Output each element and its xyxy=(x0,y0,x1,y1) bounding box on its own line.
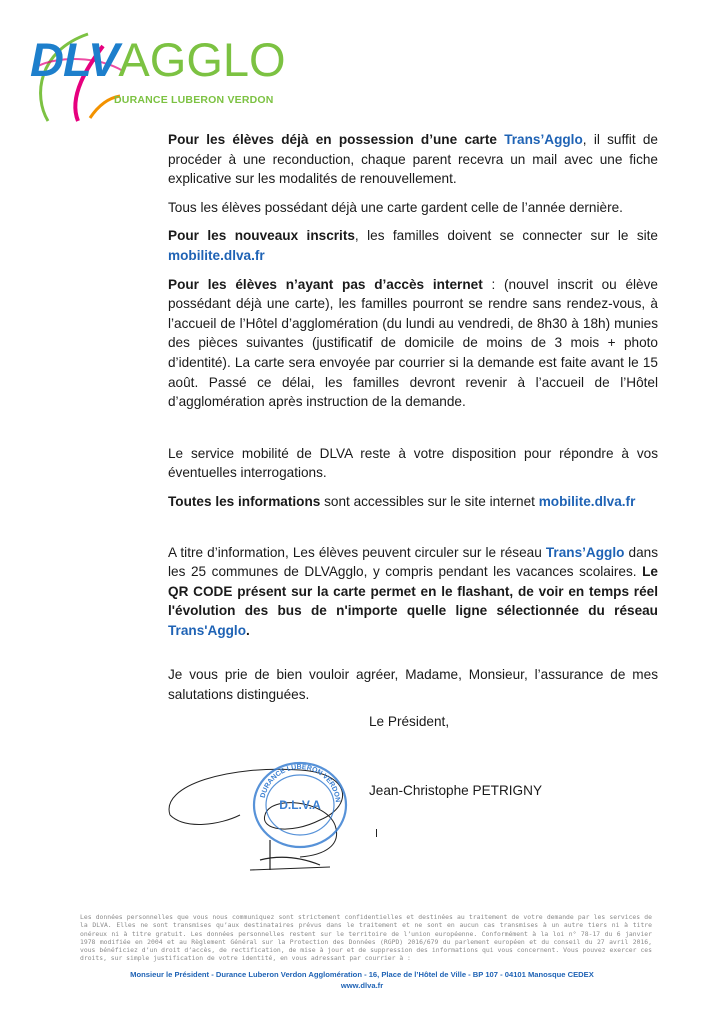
footer-website[interactable]: www.dlva.fr xyxy=(340,981,384,990)
paragraph-existing-cards: Tous les élèves possédant déjà une carte gardent celle de l’année dernière. xyxy=(168,199,623,215)
logo-subtitle: DURANCE LUBERON VERDON xyxy=(114,94,274,106)
link-mobilite-2[interactable]: mobilite.dlva.fr xyxy=(538,493,636,509)
paragraph-new-registrations: Pour les nouveaux inscrits, les familles doivent se connecter sur le site mobilite.dlva.fr xyxy=(168,228,658,263)
link-mobilite[interactable]: mobilite.dlva.fr xyxy=(168,247,265,263)
svg-text:D.L.V.A: D.L.V.A xyxy=(279,798,321,812)
letter-body xyxy=(168,130,658,714)
president-title: Le Président, xyxy=(369,714,450,729)
privacy-notice: Les données personnelles que vous nous communiquez sont strictement confidentielles et destinées au traitement de votre demande par les services de la DLVA. Elles ne sont transmises qu’aux destinataires prévus dans le traitement et ne sont en aucun cas transmises à un autre tiers ni à titre onéreux ni à titre gratuit. Les données personnelles restent sur le territoire de l’union européenne. Conformément à la loi n° 78-17 du 6 janvier 1978 modifiée en 2004 et au Règlement Général sur la Protection des Données (RGPD) 2016/679 du parlement européen et du conseil du 27 avril 2016, vous bénéficiez d’un droit d’accès, de rectification, de mise à jour et de suppression des informations qui vous concernent. Vous pouvez exercer ces droits, sur simple justification de votre identité, en vous adressant par courrier à : xyxy=(80,913,652,963)
official-stamp xyxy=(250,760,350,855)
paragraph-service-contact: Le service mobilité de DLVA reste à votre disposition pour répondre à vos éventuelles interrogations. xyxy=(168,445,658,481)
stamp-seal-icon xyxy=(250,760,350,850)
svg-text:DURANCE LUBERON VERDON: DURANCE LUBERON VERDON xyxy=(259,763,341,803)
logo-wordmark: DLVAGGLO xyxy=(30,33,286,86)
paragraph-network-info: A titre d’information, Les élèves peuvent circuler sur le réseau Trans’Agglo dans les 25 communes de DLVAgglo, y compris pendant les vacances scolaires. Le QR CODE présent sur la carte permet en le flashant, de voir en temps réel l'évolution des bus de n'importe quelle ligne sélectionnée du réseau Trans'Agglo. xyxy=(168,544,658,638)
paragraph-no-internet: Pour les élèves n’ayant pas d’accès internet : (nouvel inscrit ou élève possédant déjà une carte), les familles pourront se rendre sans rendez-vous, à l’accueil de l’Hôtel d’agglomération (du lundi au vendredi, de 8h30 à 18h) munies des pièces suivantes (justificatif de domicile de moins de 3 mois + photo d’identité). La carte sera envoyée par courrier si la demande est faite avant le 15 août. Passé ce délai, les familles devront revenir à l’accueil de l’Hôtel d’agglomération après instruction de la demande. xyxy=(168,276,658,410)
paragraph-closing: Je vous prie de bien vouloir agréer, Madame, Monsieur, l’assurance de mes salutations distinguées. xyxy=(168,667,658,703)
footer-address: Monsieur le Président - Durance Luberon Verdon Agglomération - 16, Place de l’Hôtel de Ville - BP 107 - 04101 Manosque CEDEX xyxy=(130,970,594,979)
pen-mark xyxy=(376,829,377,837)
dlva-logo xyxy=(28,26,286,126)
paragraph-renewal: Pour les élèves déjà en possession d’une carte Trans’Agglo, il suffit de procéder à une reconduction, chaque parent recevra un mail avec une fiche explicative sur les modalités de renouvellement. xyxy=(168,132,658,187)
paragraph-info-site: Toutes les informations sont accessibles sur le site internet mobilite.dlva.fr xyxy=(168,493,636,509)
signer-name: Jean-Christophe PETRIGNY xyxy=(369,783,543,798)
